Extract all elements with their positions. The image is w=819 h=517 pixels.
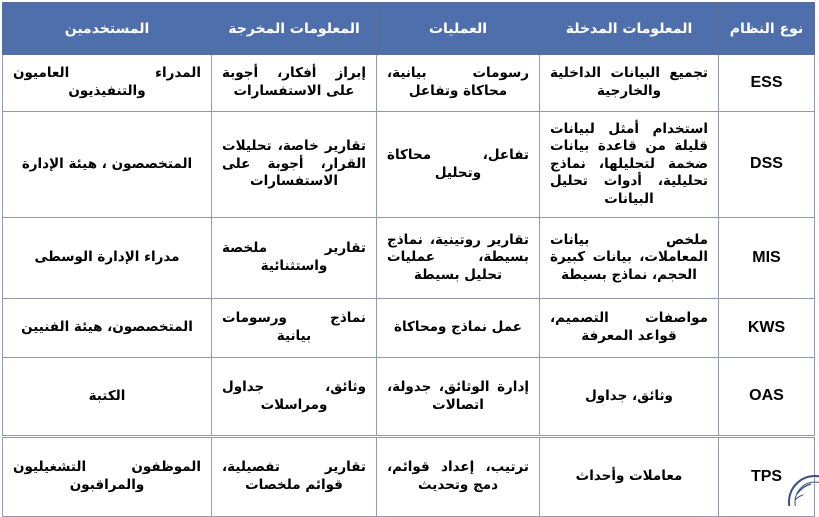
- circular-seal-icon: [785, 472, 819, 506]
- processes-cell: عمل نماذج ومحاكاة: [377, 299, 540, 358]
- systems-comparison-table: [2, 2, 815, 517]
- header-row: [3, 3, 815, 55]
- header-outputs: المعلومات المخرجة: [212, 3, 377, 55]
- system-cell: MIS: [719, 218, 815, 299]
- users-cell: الموظفون التشغيليون والمراقبون: [3, 437, 212, 517]
- outputs-cell: إبراز أفكار، أجوبة على الاستفسارات: [212, 55, 377, 112]
- system-cell: ESS: [719, 55, 815, 112]
- outputs-cell: تقارير خاصة، تحليلات القرار، أجوبة على الاستفسارات: [212, 112, 377, 218]
- processes-cell: إدارة الوثائق، جدولة، اتصالات: [377, 358, 540, 437]
- inputs-cell: ملخص بيانات المعاملات، بيانات كبيرة الحجم، نماذج بسيطة: [540, 218, 719, 299]
- outputs-cell: تقارير ملخصة واستثنائية: [212, 218, 377, 299]
- header-users: المستخدمين: [3, 3, 212, 55]
- outputs-cell: نماذج ورسومات بيانية: [212, 299, 377, 358]
- inputs-cell: استخدام أمثل لبيانات قليلة من قاعدة بيانات ضخمة لتحليلها، نماذج تحليلية، أدوات تحليل البيانات: [540, 112, 719, 218]
- header-processes: العمليات: [377, 3, 540, 55]
- outputs-cell: تقارير تفصيلية، قوائم ملخصات: [212, 437, 377, 517]
- inputs-cell: مواصفات التصميم، قواعد المعرفة: [540, 299, 719, 358]
- table-row: [3, 437, 815, 517]
- table-row: [3, 218, 815, 299]
- inputs-cell: وثائق، جداول: [540, 358, 719, 437]
- users-cell: المدراء العاميون والتنفيذيون: [3, 55, 212, 112]
- header-inputs: المعلومات المدخلة: [540, 3, 719, 55]
- users-cell: المتخصصون ، هيئة الإدارة: [3, 112, 212, 218]
- system-cell: TPS: [719, 437, 815, 517]
- table-row: [3, 112, 815, 218]
- table-row: [3, 55, 815, 112]
- inputs-cell: تجميع البيانات الداخلية والخارجية: [540, 55, 719, 112]
- processes-cell: تقارير روتينية، نماذج بسيطة، عمليات تحليل بسيطة: [377, 218, 540, 299]
- processes-cell: رسومات بيانية، محاكاة وتفاعل: [377, 55, 540, 112]
- system-cell: KWS: [719, 299, 815, 358]
- table-row: [3, 358, 815, 437]
- processes-cell: ترتيب، إعداد قوائم، دمج وتحديث: [377, 437, 540, 517]
- inputs-cell: معاملات وأحداث: [540, 437, 719, 517]
- system-cell: OAS: [719, 358, 815, 437]
- processes-cell: تفاعل، محاكاة وتحليل: [377, 112, 540, 218]
- users-cell: المتخصصون، هيئة الفنيين: [3, 299, 212, 358]
- users-cell: الكتبة: [3, 358, 212, 437]
- users-cell: مدراء الإدارة الوسطى: [3, 218, 212, 299]
- outputs-cell: وثائق، جداول ومراسلات: [212, 358, 377, 437]
- table-row: [3, 299, 815, 358]
- header-system-type: نوع النظام: [719, 3, 815, 55]
- system-cell: DSS: [719, 112, 815, 218]
- systems-comparison-table-container: [3, 2, 815, 517]
